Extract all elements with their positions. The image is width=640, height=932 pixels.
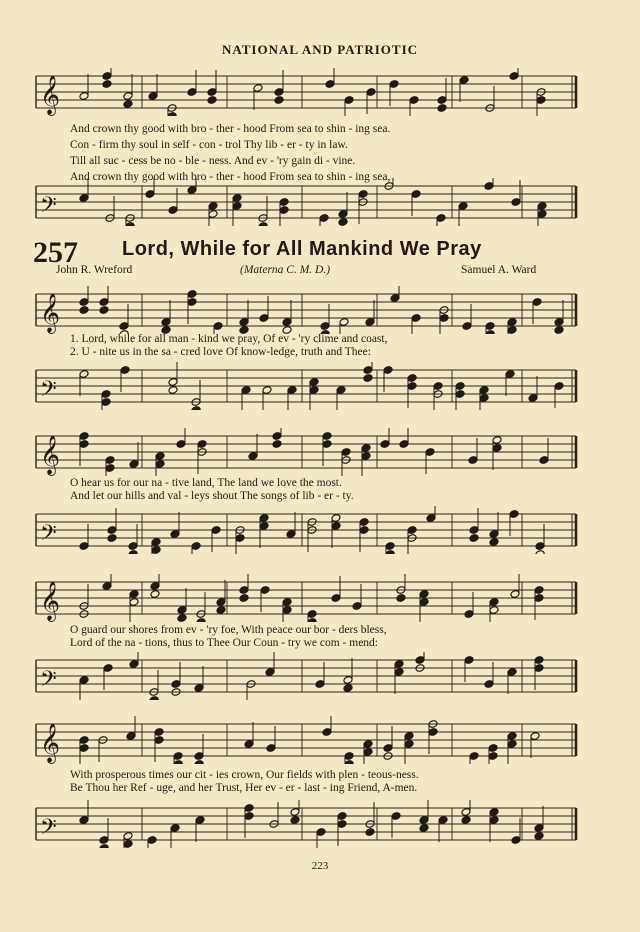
music-staff-treble bbox=[32, 574, 580, 622]
music-staff-treble bbox=[32, 428, 580, 476]
music-staff-bass bbox=[32, 506, 580, 554]
svg-text:𝄢: 𝄢 bbox=[40, 667, 57, 697]
hymn-title: Lord, While for All Mankind We Pray bbox=[122, 238, 482, 260]
hymn-author: John R. Wreford bbox=[56, 264, 133, 276]
svg-text:𝄞: 𝄞 bbox=[40, 435, 61, 475]
lyric-line: O guard our shores from ev - 'ry foe, With peace our bor - ders bless, bbox=[70, 624, 387, 636]
music-staff-bass bbox=[32, 362, 580, 410]
lyric-line: With prosperous times our cit - ies crown, Our fields with plen - teous-ness. bbox=[70, 769, 419, 781]
music-staff-bass bbox=[32, 652, 580, 700]
music-staff-treble bbox=[32, 286, 580, 334]
hymn-number: 257 bbox=[33, 236, 78, 269]
svg-text:𝄢: 𝄢 bbox=[40, 193, 57, 223]
lyric-line: Till all suc - cess be no - ble - ness. And ev - 'ry gain di - vine. bbox=[70, 155, 356, 167]
svg-text:𝄢: 𝄢 bbox=[40, 815, 57, 845]
lyric-line: And crown thy good with bro - ther - hood From sea to shin - ing sea, bbox=[70, 171, 391, 183]
hymn-composer: Samuel A. Ward bbox=[461, 264, 537, 276]
music-staff-bass bbox=[32, 800, 580, 848]
page-number: 223 bbox=[311, 860, 329, 872]
music-staff-treble bbox=[32, 716, 580, 764]
music-staff-treble bbox=[32, 68, 580, 116]
svg-text:𝄢: 𝄢 bbox=[40, 377, 57, 407]
lyric-line: O hear us for our na - tive land, The land we love the most. bbox=[70, 477, 342, 489]
lyric-line: Lord of the na - tions, thus to Thee Our Coun - try we com - mend: bbox=[70, 637, 378, 649]
svg-text:𝄞: 𝄞 bbox=[40, 75, 61, 115]
lyric-line: Con - firm thy soul in self - con - trol Thy lib - er - ty in law. bbox=[70, 139, 348, 151]
svg-text:𝄞: 𝄞 bbox=[40, 581, 61, 621]
svg-text:𝄢: 𝄢 bbox=[40, 521, 57, 551]
svg-text:𝄞: 𝄞 bbox=[40, 293, 61, 333]
lyric-line: And let our hills and val - leys shout The songs of lib - er - ty. bbox=[70, 490, 354, 502]
section-heading: NATIONAL AND PATRIOTIC bbox=[221, 42, 419, 57]
lyric-line: Be Thou her Ref - uge, and her Trust, Her ev - er - last - ing Friend, A-men. bbox=[70, 782, 418, 794]
svg-text:𝄞: 𝄞 bbox=[40, 723, 61, 763]
hymn-tune: (Materna C. M. D.) bbox=[240, 264, 331, 276]
lyric-line: 1. Lord, while for all man - kind we pray, Of ev - 'ry clime and coast, bbox=[70, 333, 388, 345]
lyric-line: And crown thy good with bro - ther - hood From sea to shin - ing sea. bbox=[70, 123, 391, 135]
music-staff-bass bbox=[32, 178, 580, 226]
lyric-line: 2. U - nite us in the sa - cred love Of know-ledge, truth and Thee: bbox=[70, 346, 371, 358]
